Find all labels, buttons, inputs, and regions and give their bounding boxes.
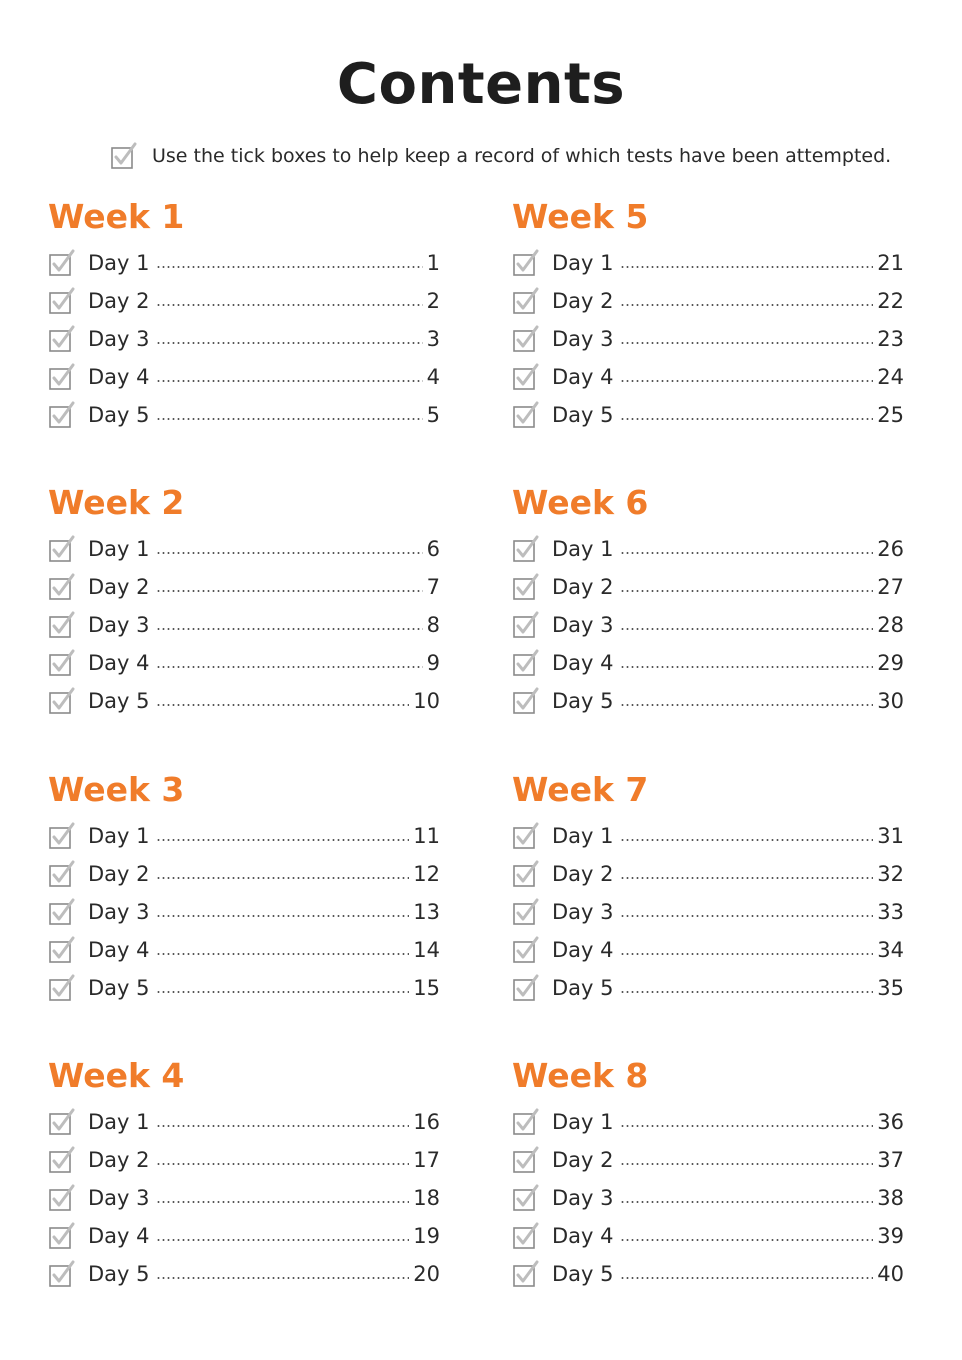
tick-box-icon[interactable] [512,325,540,353]
day-label: Day 2 [552,575,614,599]
dot-leader [620,953,874,955]
contents-entry [512,1179,904,1217]
day-label: Day 4 [552,1224,614,1248]
page-number: 34 [877,938,904,962]
contents-entry [48,1141,440,1179]
tick-box-icon[interactable] [512,1222,540,1250]
page-number: 31 [877,824,904,848]
contents-entry [512,855,904,893]
day-label: Day 1 [88,537,150,561]
day-label: Day 2 [88,1148,150,1172]
day-label: Day 3 [552,613,614,637]
contents-entry [512,530,904,568]
day-label: Day 5 [88,976,150,1000]
contents-entry [512,1217,904,1255]
page-number: 32 [877,862,904,886]
contents-entry [512,568,904,606]
tick-box-icon[interactable] [512,363,540,391]
tick-box-icon[interactable] [48,325,76,353]
day-label: Day 4 [88,1224,150,1248]
tick-box-icon [110,142,138,170]
dot-leader [156,915,410,917]
page-number: 5 [426,403,440,427]
tick-box-icon[interactable] [48,1184,76,1212]
page-number: 39 [877,1224,904,1248]
tick-box-icon[interactable] [48,974,76,1002]
day-label: Day 1 [88,251,150,275]
page-number: 7 [426,575,440,599]
day-label: Day 4 [552,651,614,675]
tick-box-icon[interactable] [48,822,76,850]
dot-leader [620,1125,874,1127]
contents-entry [512,644,904,682]
dot-leader [620,380,874,382]
dot-leader [620,1201,874,1203]
dot-leader [620,628,874,630]
dot-leader [156,666,423,668]
week-title: Week 6 [512,483,649,522]
dot-leader [156,418,423,420]
page-number: 20 [413,1262,440,1286]
page-number: 25 [877,403,904,427]
tick-box-icon[interactable] [512,401,540,429]
dot-leader [156,266,423,268]
week-section [512,196,904,434]
tick-box-icon[interactable] [512,287,540,315]
dot-leader [620,552,874,554]
page-number: 12 [413,862,440,886]
tick-box-icon[interactable] [48,936,76,964]
page-number: 13 [413,900,440,924]
day-label: Day 4 [88,938,150,962]
page-number: 19 [413,1224,440,1248]
page-number: 30 [877,689,904,713]
dot-leader [620,877,874,879]
dot-leader [620,1239,874,1241]
week-title: Week 1 [48,197,185,236]
tick-box-icon[interactable] [48,1146,76,1174]
tick-box-icon[interactable] [48,611,76,639]
tick-box-icon[interactable] [48,1260,76,1288]
dot-leader [156,877,410,879]
page-number: 8 [426,613,440,637]
page-number: 22 [877,289,904,313]
page-number: 18 [413,1186,440,1210]
dot-leader [620,342,874,344]
day-label: Day 3 [88,327,150,351]
dot-leader [156,552,423,554]
dot-leader [156,1277,410,1279]
week-section [48,196,440,434]
dot-leader [156,342,423,344]
week-title: Week 4 [48,1056,185,1095]
dot-leader [620,266,874,268]
dot-leader [156,590,423,592]
instruction [110,142,891,170]
contents-entry [48,568,440,606]
dot-leader [156,1125,410,1127]
dot-leader [156,991,410,993]
page-number: 23 [877,327,904,351]
dot-leader [620,304,874,306]
tick-box-icon[interactable] [512,1260,540,1288]
tick-box-icon[interactable] [48,535,76,563]
tick-box-icon[interactable] [512,936,540,964]
page-number: 2 [426,289,440,313]
contents-entry [512,282,904,320]
day-label: Day 2 [552,1148,614,1172]
page-number: 27 [877,575,904,599]
contents-entry [48,530,440,568]
contents-entry [48,817,440,855]
day-label: Day 4 [88,365,150,389]
dot-leader [156,953,410,955]
day-label: Day 5 [552,403,614,427]
day-label: Day 5 [552,1262,614,1286]
page-number: 6 [426,537,440,561]
contents-entry [512,682,904,720]
tick-box-icon[interactable] [48,1222,76,1250]
week-section [48,769,440,1007]
week-section [512,769,904,1007]
day-label: Day 5 [552,689,614,713]
contents-entry [48,606,440,644]
day-label: Day 3 [88,613,150,637]
page-number: 17 [413,1148,440,1172]
instruction-text: Use the tick boxes to help keep a record of which tests have been attempted. [152,145,892,167]
page-number: 35 [877,976,904,1000]
tick-box-icon[interactable] [48,860,76,888]
page-number: 3 [426,327,440,351]
week-title: Week 5 [512,197,649,236]
week-title: Week 3 [48,770,185,809]
contents-entry [512,969,904,1007]
page-number: 14 [413,938,440,962]
contents-entry [48,1103,440,1141]
page-number: 15 [413,976,440,1000]
contents-entry [512,817,904,855]
tick-box-icon[interactable] [512,649,540,677]
dot-leader [620,418,874,420]
contents-entry [512,931,904,969]
dot-leader [620,1277,874,1279]
contents-entry [48,320,440,358]
tick-box-icon[interactable] [48,249,76,277]
tick-box-icon[interactable] [512,249,540,277]
page-number: 26 [877,537,904,561]
day-label: Day 1 [552,537,614,561]
tick-box-icon[interactable] [48,573,76,601]
week-section [48,482,440,720]
dot-leader [620,915,874,917]
dot-leader [156,1163,410,1165]
dot-leader [156,304,423,306]
tick-box-icon[interactable] [512,687,540,715]
dot-leader [620,991,874,993]
day-label: Day 5 [88,689,150,713]
tick-box-icon[interactable] [512,898,540,926]
tick-box-icon[interactable] [48,363,76,391]
day-label: Day 5 [88,1262,150,1286]
day-label: Day 2 [552,862,614,886]
tick-box-icon[interactable] [512,535,540,563]
contents-entry [48,893,440,931]
page-number: 37 [877,1148,904,1172]
day-label: Day 2 [88,575,150,599]
tick-box-icon[interactable] [512,1146,540,1174]
week-title: Week 8 [512,1056,649,1095]
dot-leader [156,704,410,706]
day-label: Day 4 [88,651,150,675]
tick-box-icon[interactable] [48,401,76,429]
contents-entry [512,1103,904,1141]
contents-entry [512,606,904,644]
day-label: Day 1 [88,1110,150,1134]
contents-entry [48,1179,440,1217]
contents-entry [48,644,440,682]
page-number: 10 [413,689,440,713]
contents-entry [48,1255,440,1293]
dot-leader [156,839,410,841]
page-number: 24 [877,365,904,389]
day-label: Day 2 [88,862,150,886]
contents-entry [48,282,440,320]
page-number: 4 [426,365,440,389]
contents-entry [512,358,904,396]
day-label: Day 4 [552,365,614,389]
page-number: 29 [877,651,904,675]
day-label: Day 3 [88,1186,150,1210]
tick-box-icon[interactable] [48,687,76,715]
day-label: Day 2 [552,289,614,313]
contents-entry [48,682,440,720]
day-label: Day 1 [88,824,150,848]
dot-leader [156,380,423,382]
dot-leader [156,1239,410,1241]
day-label: Day 5 [552,976,614,1000]
dot-leader [620,839,874,841]
day-label: Day 5 [88,403,150,427]
week-title: Week 7 [512,770,649,809]
day-label: Day 3 [552,1186,614,1210]
contents-entry [512,244,904,282]
tick-box-icon[interactable] [48,287,76,315]
day-label: Day 3 [552,900,614,924]
tick-box-icon[interactable] [512,1108,540,1136]
page-number: 28 [877,613,904,637]
contents-entry [48,969,440,1007]
day-label: Day 2 [88,289,150,313]
page-number: 1 [426,251,440,275]
page-number: 40 [877,1262,904,1286]
page-number: 9 [426,651,440,675]
contents-entry [512,1255,904,1293]
day-label: Day 1 [552,1110,614,1134]
week-title: Week 2 [48,483,185,522]
page-number: 33 [877,900,904,924]
dot-leader [620,1163,874,1165]
week-section [48,1055,440,1293]
tick-box-icon[interactable] [48,898,76,926]
dot-leader [156,628,423,630]
page-number: 21 [877,251,904,275]
tick-box-icon[interactable] [512,860,540,888]
dot-leader [620,666,874,668]
week-section [512,1055,904,1293]
tick-box-icon[interactable] [512,822,540,850]
day-label: Day 1 [552,251,614,275]
dot-leader [620,704,874,706]
tick-box-icon[interactable] [48,1108,76,1136]
tick-box-icon[interactable] [512,974,540,1002]
day-label: Day 4 [552,938,614,962]
day-label: Day 3 [88,900,150,924]
contents-entry [48,931,440,969]
page-title: Contents [336,52,626,117]
page-number: 11 [413,824,440,848]
page-number: 16 [413,1110,440,1134]
day-label: Day 3 [552,327,614,351]
dot-leader [156,1201,410,1203]
contents-entry [48,855,440,893]
contents-entry [512,396,904,434]
contents-entry [48,358,440,396]
contents-entry [512,893,904,931]
contents-entry [48,244,440,282]
dot-leader [620,590,874,592]
contents-entry [48,396,440,434]
page-number: 36 [877,1110,904,1134]
day-label: Day 1 [552,824,614,848]
tick-box-icon[interactable] [512,1184,540,1212]
week-section [512,482,904,720]
page-number: 38 [877,1186,904,1210]
tick-box-icon[interactable] [512,573,540,601]
contents-entry [512,320,904,358]
contents-entry [48,1217,440,1255]
tick-box-icon[interactable] [512,611,540,639]
tick-box-icon[interactable] [48,649,76,677]
contents-entry [512,1141,904,1179]
